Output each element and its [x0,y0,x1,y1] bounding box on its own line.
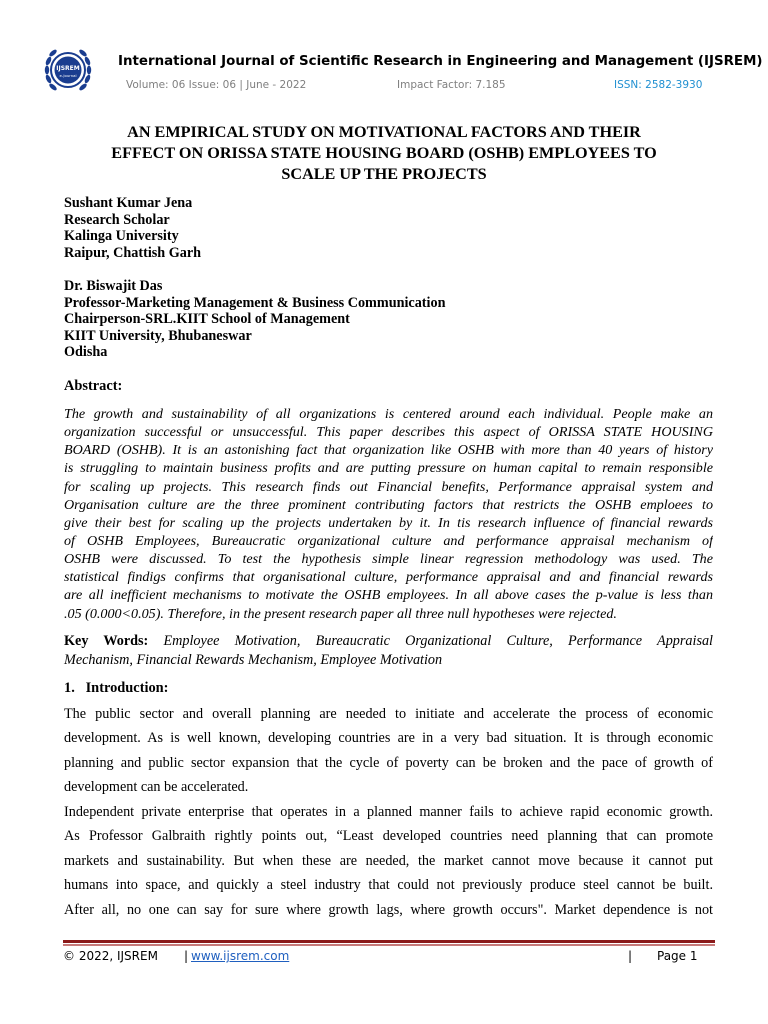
body-line: As Professor Galbraith rightly points out, “Least developed countries need planning that can promote [64,828,713,845]
author-2 [64,278,704,361]
journal-name: International Journal of Scientific Research in Engineering and Management (IJSREM) [118,54,763,69]
abstract-line: of OSHB Employees, Bureaucratic organizational culture and performance appraisal mechanism of [64,532,713,549]
abstract-line: are all inefficient mechanisms to motivate the OSHB employees. In all above cases the p-value is less than [64,587,713,604]
title-line: AN EMPIRICAL STUDY ON MOTIVATIONAL FACTORS AND THEIR [127,123,641,141]
keywords [64,632,713,669]
body-line: The public sector and overall planning are needed to initiate and accelerate the process of economic [64,706,713,722]
abstract-line: Organisation culture are the three prominent contributing factors that restricts the OSHB emploees to [64,496,713,513]
body-line: humans into space, and quickly a steel industry that could not previously produce steel cannot be built. [64,877,713,894]
keywords-label: Key Words: [64,633,149,649]
page-number: Page 1 [657,949,698,963]
paper-title [64,122,704,185]
abstract-line: The growth and sustainability of all organizations is centered around each individual. People make an [64,406,713,422]
keywords-row [64,632,713,651]
journal-meta [126,79,746,95]
abstract-line: OSHB were discussed. To test the hypothesis simple linear regression methodology was used. The [64,551,713,568]
journal-header [38,38,763,102]
logo-text: IJSREM [56,65,80,72]
author-name: Dr. Biswajit Das [64,278,163,294]
body-line: development can be accelerated. [64,779,249,796]
keywords-text: Employee Motivation, Bureaucratic Organizational Culture, Performance Appraisal [163,633,714,649]
abstract-line: is struggling to maintain business profits and are putting pressure on human capital to remain responsible [64,460,713,477]
copyright: © 2022, IJSREM [63,949,158,963]
abstract-line: organization successful or unsuccessful. This paper describes this aspect of ORISSA STATE HOUSING [64,424,713,441]
volume-issue: Volume: 06 Issue: 06 | June - 2022 [126,79,307,91]
body-line: markets and sustainability. But when these are needed, the market cannot move because it cannot put [64,852,713,869]
abstract-line: give their best for scaling up the projects undertaken by it. In tis research influence of financial rewards [64,514,713,531]
body-line: planning and public sector expansion that the cycle of poverty can be broken and the pace of growth of [64,754,713,771]
author-1 [64,195,704,261]
body-line: After all, no one can say for sure where growth lags, where growth occurs". Market dependence is not [64,901,713,918]
author-location: Raipur, Chattish Garh [64,244,202,261]
introduction-body [64,702,713,922]
author-role: Research Scholar [64,211,170,228]
title-line: EFFECT ON ORISSA STATE HOUSING BOARD (OSHB) EMPLOYEES TO [111,144,657,162]
author-affiliation: Kalinga University [64,228,179,245]
ijsrem-logo [38,40,98,100]
body-line: Independent private enterprise that operates in a planned manner fails to achieve rapid economic growth. [64,803,713,820]
abstract-line: .05 (0.000<0.05). Therefore, in the present research paper all three null hypotheses were rejected. [64,605,617,622]
logo-subtext: e-Journal [59,73,77,78]
footer-separator: | [184,949,189,963]
keywords-text: Mechanism, Financial Rewards Mechanism, Employee Motivation [64,651,443,668]
author-affiliation: KIIT University, Bhubaneswar [64,327,252,344]
issn: ISSN: 2582-3930 [614,79,703,91]
title-line: SCALE UP THE PROJECTS [281,165,487,183]
abstract-line: for scaling up projects. This research finds out Financial benefits, Performance appraisal system and [64,478,713,495]
author-location: Odisha [64,344,108,361]
author-name: Sushant Kumar Jena [64,195,193,211]
author-affiliation: Chairperson-SRL.KIIT School of Management [64,311,350,328]
introduction-heading: 1. Introduction: [64,680,169,696]
website-link[interactable]: www.ijsrem.com [191,949,290,963]
footer-rule-secondary [63,944,715,946]
footer-rule [63,940,715,943]
body-line: development. As is well known, developing countries are in a very bad situation. It is through economic [64,730,713,747]
abstract-heading: Abstract: [64,378,123,394]
abstract-line: BOARD (OSHB). It is an astonishing fact that organization like OSHB with more than 40 years of history [64,442,713,459]
author-role: Professor-Marketing Management & Business Communication [64,294,446,311]
footer-separator: | [628,949,633,963]
abstract-line: statistical findigs confirms that organisational culture, performance appraisal and and financial rewards [64,569,713,586]
page-footer [63,949,715,967]
keywords-row [64,651,713,670]
abstract-body [64,405,713,623]
impact-factor: Impact Factor: 7.185 [397,79,506,91]
